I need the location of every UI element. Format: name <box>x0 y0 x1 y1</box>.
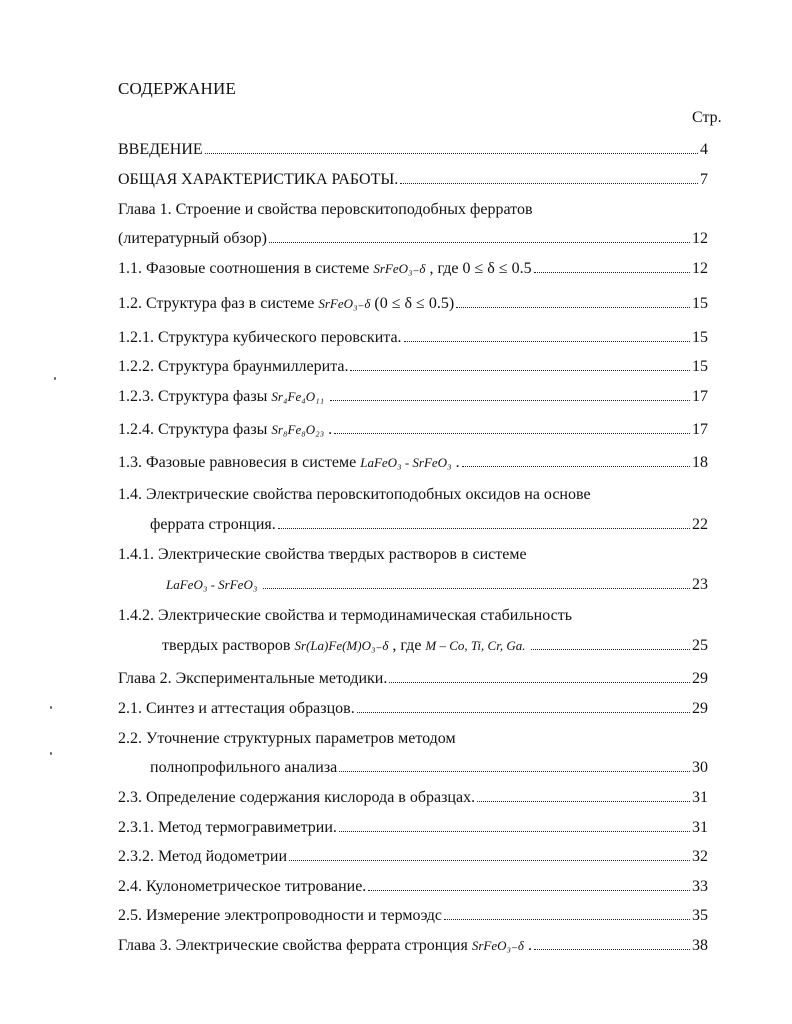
scan-speck <box>54 377 56 380</box>
toc-page-number: 32 <box>692 848 708 865</box>
toc-entry-text: 2.3.2. Метод йодометрии <box>118 848 288 865</box>
toc-page-number: 23 <box>692 576 708 593</box>
dot-leader <box>289 860 690 861</box>
toc-entry-text: 1.4. Электрические свойства перовскитоподобных оксидов на основе <box>118 486 591 503</box>
toc-entry-text: Глава 2. Экспериментальные методики. <box>118 670 388 687</box>
toc-entry-text: ВВЕДЕНИЕ <box>118 141 203 158</box>
dot-leader <box>263 588 690 589</box>
toc-entry[interactable] <box>118 668 708 690</box>
toc-entry-text: Глава 1. Строение и свойства перовскитоподобных ферратов <box>118 201 533 218</box>
dot-leader <box>534 949 690 950</box>
toc-entry-text: Глава 3. Электрические свойства феррата стронция <box>118 937 468 954</box>
toc-entry-text: ОБЩАЯ ХАРАКТЕРИСТИКА РАБОТЫ. <box>118 171 399 188</box>
toc-entry-text: 2.4. Кулонометрическое титрование. <box>118 878 367 895</box>
toc-page-number: 7 <box>700 171 708 188</box>
dot-leader <box>477 801 690 802</box>
toc-page-number: 38 <box>692 937 708 954</box>
toc-entry-text: 2.3.1. Метод термогравиметрии. <box>118 819 337 836</box>
toc-entry[interactable] <box>118 876 708 898</box>
scan-speck <box>50 706 52 709</box>
toc-entry[interactable] <box>118 199 708 247</box>
toc-entry-text-cont: полнопрофильного анализа <box>150 759 338 776</box>
dot-leader <box>404 341 690 342</box>
dot-leader <box>205 153 698 154</box>
formula: SrFeO₃₋δ <box>471 938 524 953</box>
toc-entry-text-cont: феррата стронция. <box>150 516 276 533</box>
page-column-label: Стр. <box>692 109 722 126</box>
dot-leader <box>456 307 690 308</box>
toc-entry-text: 1.4.2. Электрические свойства и термодинамическая стабильность <box>118 607 572 624</box>
dot-leader <box>278 528 690 529</box>
formula: SrFeO₃₋δ <box>373 261 426 276</box>
toc-entry[interactable] <box>118 698 708 720</box>
toc-entry[interactable] <box>118 386 708 408</box>
toc-page-number: 29 <box>692 670 708 687</box>
dot-leader <box>330 400 690 401</box>
toc-entry[interactable] <box>118 728 708 776</box>
toc-entry-condition: . <box>527 937 532 954</box>
toc-page-number: 17 <box>692 421 708 438</box>
toc-entry-text: 2.5. Измерение электропроводности и термоэдс <box>118 907 442 924</box>
toc-entry-text: 1.2.3. Структура фазы <box>118 388 268 405</box>
dot-leader <box>462 466 690 467</box>
toc-page-number: 12 <box>692 230 708 247</box>
toc-entry-text: 1.2. Структура фаз в системе <box>118 295 315 312</box>
toc-page-number: 4 <box>700 141 708 158</box>
toc-entry[interactable] <box>118 905 708 927</box>
toc-entry[interactable] <box>118 139 708 161</box>
toc-entry[interactable] <box>118 356 708 378</box>
toc-entry[interactable] <box>118 258 708 280</box>
toc-entry[interactable] <box>118 846 708 868</box>
formula: M – Co, Ti, Cr, Ga. <box>425 638 526 653</box>
toc-entry[interactable] <box>118 484 708 533</box>
toc-entry-text: 1.1. Фазовые соотношения в системе <box>118 260 370 277</box>
dot-leader <box>534 272 690 273</box>
toc-entry-text-cont: твердых растворов <box>162 637 291 654</box>
dot-leader <box>357 712 690 713</box>
toc-page-number: 31 <box>692 789 708 806</box>
formula: LaFeO₃ - SrFeO₃ <box>166 577 258 592</box>
dot-leader <box>400 183 698 184</box>
toc-entry[interactable] <box>118 452 708 474</box>
toc-entry-text: 1.2.1. Структура кубического перовскита. <box>118 329 402 346</box>
page-title: СОДЕРЖАНИЕ <box>118 79 237 98</box>
formula: SrFeO₃₋δ <box>318 296 371 311</box>
toc-entry-condition: . <box>328 421 333 438</box>
dot-leader <box>368 890 690 891</box>
toc-entry-text: 1.3. Фазовые равновесия в системе <box>118 454 357 471</box>
dot-leader <box>389 682 690 683</box>
toc-page-number: 29 <box>692 700 708 717</box>
dot-leader <box>531 649 690 650</box>
toc-page-number: 12 <box>692 260 708 277</box>
toc-entry-text-cont: (литературный обзор) <box>118 230 268 247</box>
dot-leader <box>444 919 690 920</box>
toc-entry-text: 2.1. Синтез и аттестация образцов. <box>118 700 355 717</box>
toc-entry-condition: , где <box>392 637 422 654</box>
toc-page-number: 17 <box>692 388 708 405</box>
toc-entry-condition: (0 ≤ δ ≤ 0.5) <box>374 295 455 312</box>
dot-leader <box>350 370 690 371</box>
toc-entry-condition: , где 0 ≤ δ ≤ 0.5 <box>429 260 532 277</box>
toc-entry-text: 2.3. Определение содержания кислорода в образцах. <box>118 789 476 806</box>
toc-entry-text: 1.4.1. Электрические свойства твердых растворов в системе <box>118 546 527 563</box>
formula: LaFeO₃ - SrFeO₃ <box>360 455 452 470</box>
toc-page-number: 25 <box>692 637 708 654</box>
toc-entry[interactable] <box>118 419 708 441</box>
toc-entry[interactable] <box>118 605 708 654</box>
toc-page-number: 35 <box>692 907 708 924</box>
dot-leader <box>269 242 690 243</box>
toc-page-number: 18 <box>692 454 708 471</box>
toc-page-number: 15 <box>692 295 708 312</box>
toc-entry[interactable] <box>118 544 708 593</box>
formula: Sr₈Fe₈O₂₃ <box>271 422 325 437</box>
dot-leader <box>339 831 690 832</box>
toc-entry[interactable] <box>118 935 708 957</box>
toc-page-number: 15 <box>692 358 708 375</box>
formula: Sr(La)Fe(M)O₃₋δ <box>294 638 389 653</box>
toc-page-number: 30 <box>692 759 708 776</box>
formula: Sr₄Fe₄O₁₁ <box>271 389 325 404</box>
toc-page-number: 33 <box>692 878 708 895</box>
toc-entry[interactable] <box>118 169 708 191</box>
toc-entry[interactable] <box>118 787 708 809</box>
scan-speck <box>50 752 52 755</box>
toc-entry[interactable] <box>118 293 708 315</box>
toc-entry[interactable] <box>118 817 708 839</box>
toc-page-number: 22 <box>692 516 708 533</box>
toc-entry-text: 2.2. Уточнение структурных параметров методом <box>118 730 456 747</box>
toc-entry-condition: . <box>455 454 460 471</box>
toc-entry[interactable] <box>118 327 708 349</box>
toc-entry-text: 1.2.4. Структура фазы <box>118 421 268 438</box>
toc-entry-text: 1.2.2. Структура браунмиллерита. <box>118 358 349 375</box>
toc-page-number: 31 <box>692 819 708 836</box>
dot-leader <box>334 433 690 434</box>
dot-leader <box>339 771 690 772</box>
toc-page-number: 15 <box>692 329 708 346</box>
